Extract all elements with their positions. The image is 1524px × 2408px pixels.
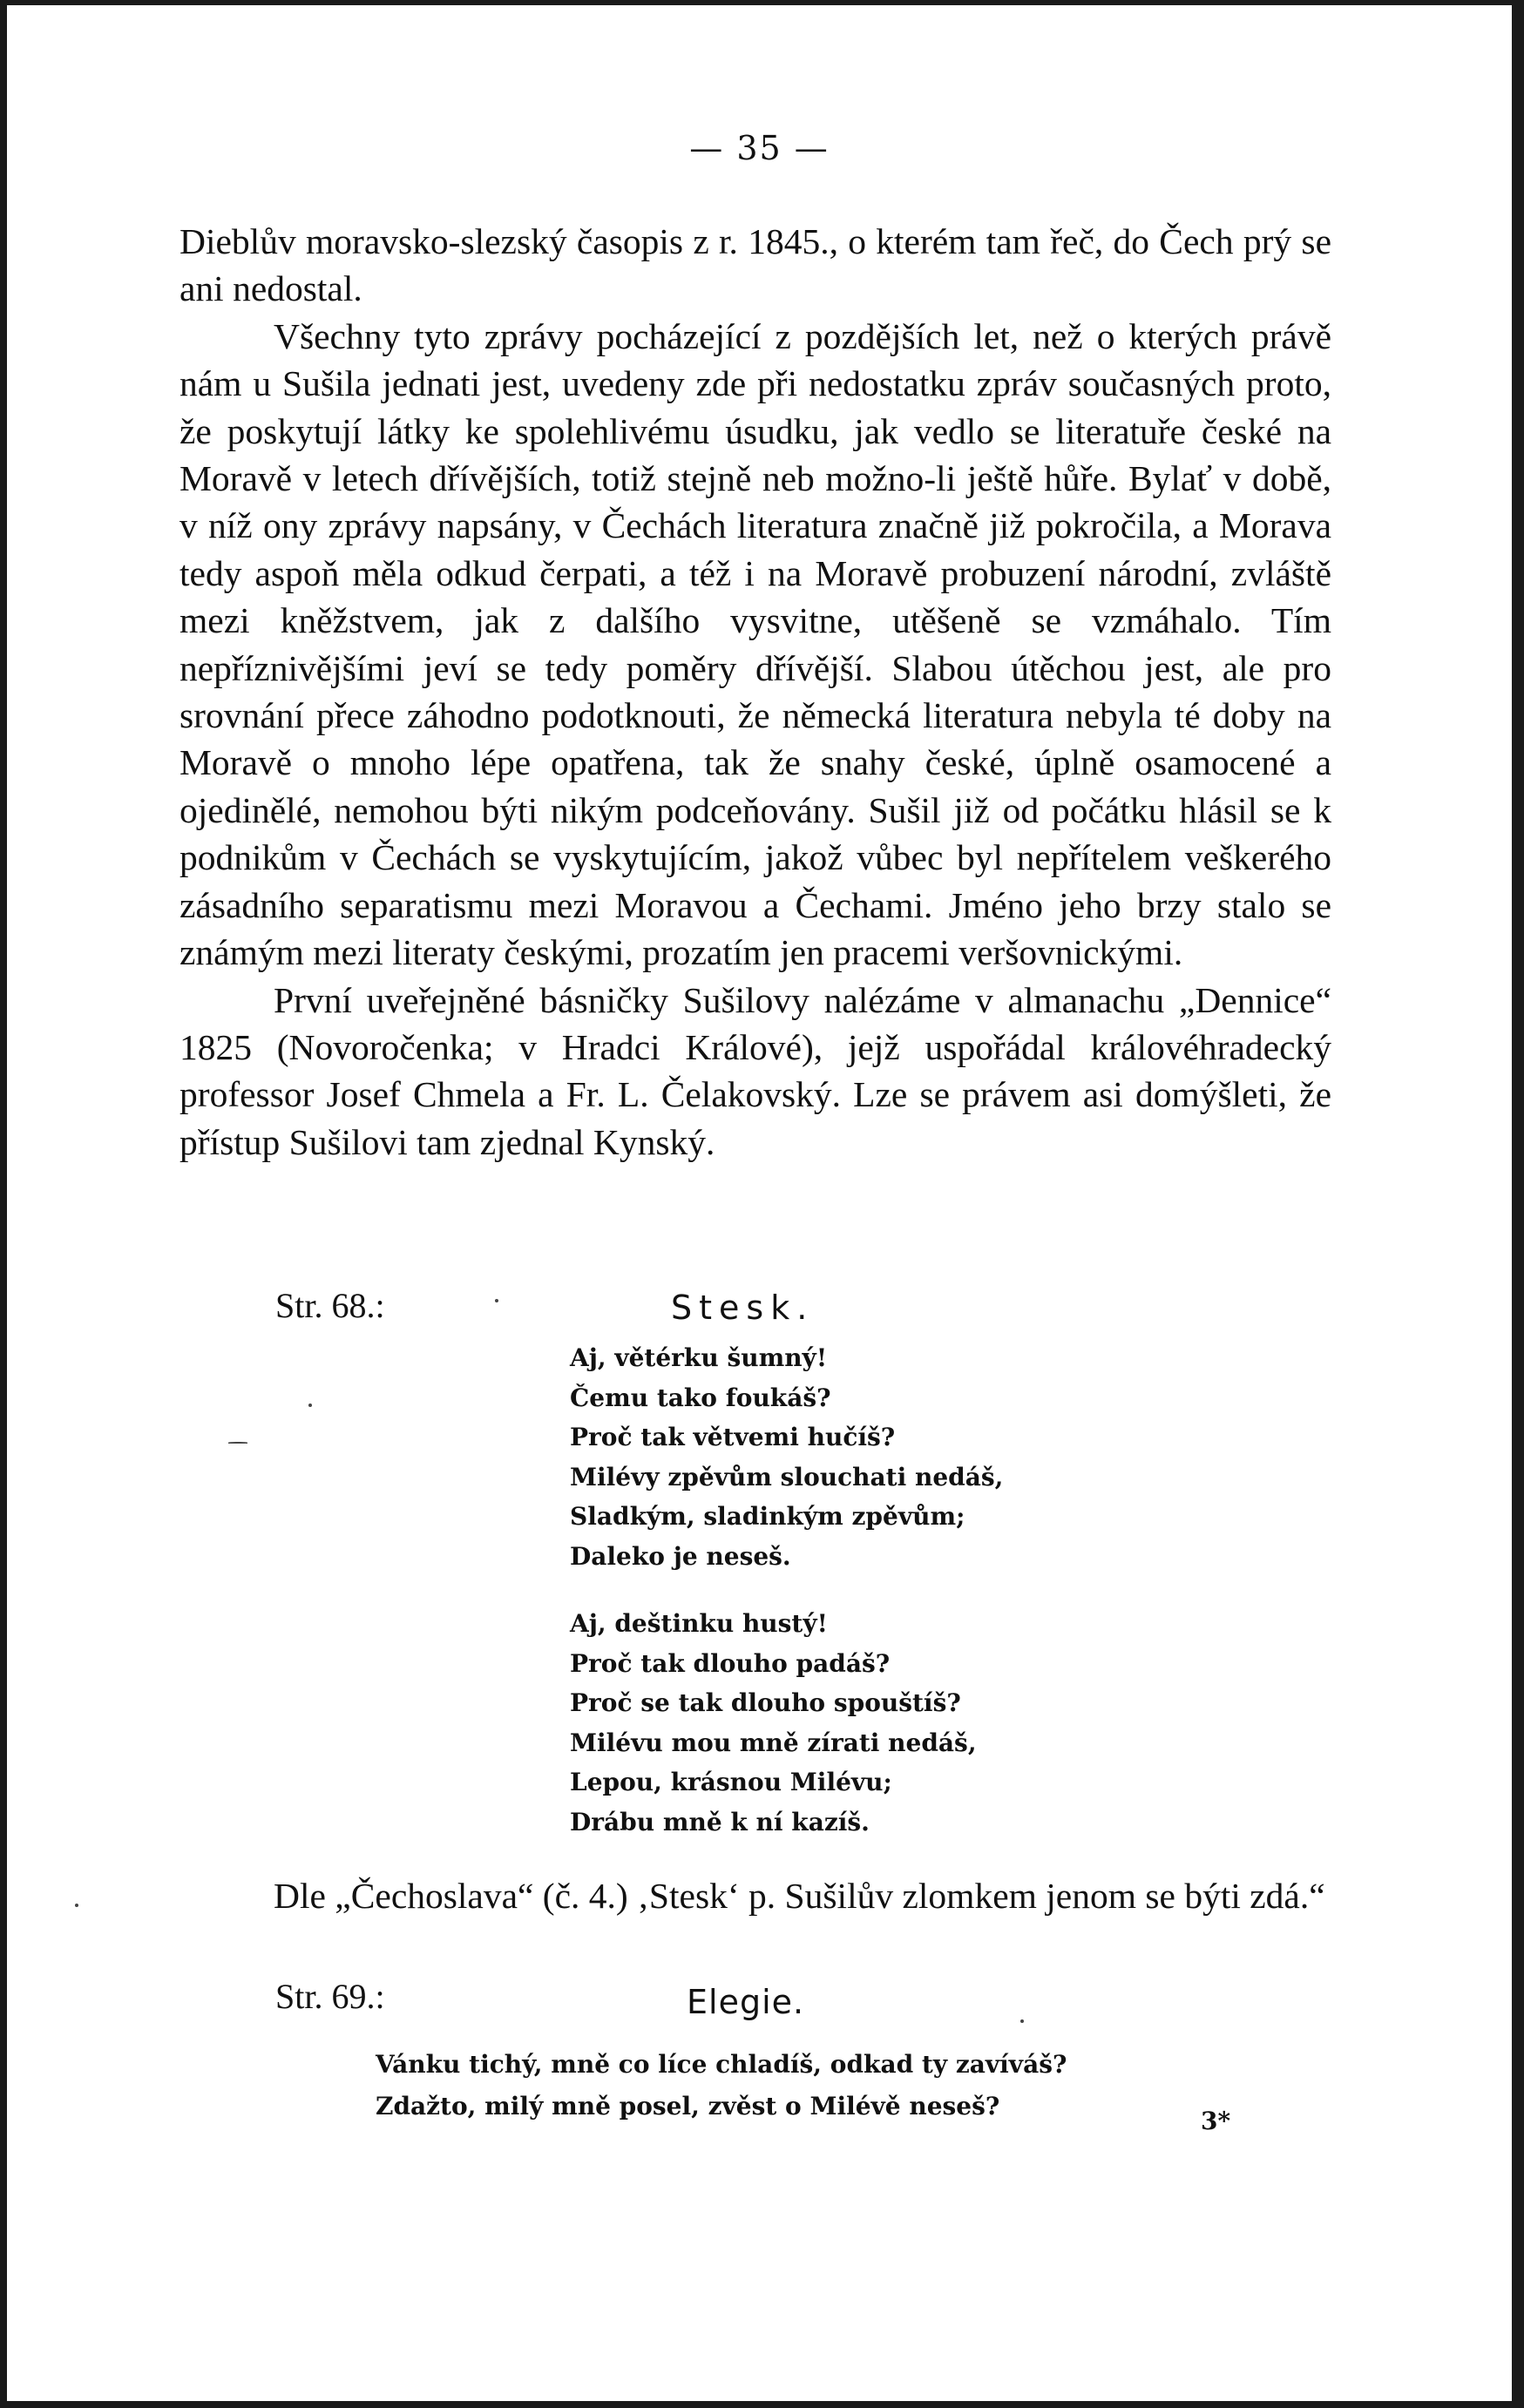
paragraph-3: První uveřejněné básničky Sušilovy nalézáme v almanachu „Dennice“ 1825 (Novoročenka; v Hradci Králové), jejž uspořádal královéhradecký professor Josef Chmela a Fr. L. Čelakovský. Lze se právem asi domýšleti, že přístup Sušilovi tam zjednal Kynský. <box>179 979 1331 1162</box>
poem-line: Aj, větérku šumný! <box>570 1343 828 1372</box>
main-text <box>179 218 1331 1166</box>
stesk-page-ref: Str. 68.: <box>275 1286 385 1325</box>
poem-line: Proč se tak dlouho spouštíš? <box>570 1688 961 1717</box>
poem-line: Lepou, krásnou Milévu; <box>570 1768 892 1796</box>
poem-line: Vánku tichý, mně co líce chladíš, odkad ty zavíváš? <box>376 2050 1067 2079</box>
poem-line: Čemu tako foukáš? <box>570 1383 831 1412</box>
dle-paragraph <box>179 1871 1331 1920</box>
elegie-page-ref: Str. 69.: <box>275 1977 385 2016</box>
poem-line: Drábu mně k ní kazíš. <box>570 1807 870 1836</box>
stesk-title: Stesk. <box>671 1289 815 1327</box>
poem-line: Daleko je neseš. <box>570 1541 791 1571</box>
stanza-2 <box>570 1604 1003 1842</box>
poem-line: Milévy zpěvům slouchati nedáš, <box>570 1462 1004 1491</box>
ink-speck <box>308 1404 312 1407</box>
ink-speck <box>495 1299 498 1302</box>
page <box>7 5 1512 2401</box>
poem-line: Proč tak dlouho padáš? <box>570 1648 891 1678</box>
paragraph-2: Všechny tyto zprávy pocházející z pozdějších let, než o kterých právě nám u Sušila jednati jest, uvedeny zde při nedostatku zpráv současných proto, že poskytují látky ke spolehlivému úsudku, jak vedlo se literatuře české na Moravě v letech dřívějších, totiž stejně neb možno-li ještě hůře. Bylať v době, v níž ony zprávy napsány, v Čechách literatura značně již pokročila, a Morava tedy aspoň měla odkud čerpati, a též i na Moravě probuzení národní, zvláště mezi kněžstvem, jak z dalšího vysvitne, utěšeně se vzmáhalo. Tím nepříznivějšími jeví se tedy poměry dřívější. Slabou útěchou jest, ale pro srovnání přece záhodno podotknouti, že německá literatura nebyla té doby na Moravě o mnoho lépe opatřena, tak že snahy české, úplně osamocené a ojedinělé, nemohou býti nikým podceňovány. Sušil již od počátku hlásil se k podnikům v Čechách se vyskytujícím, jakož vůbec byl nepřítelem veškerého zásadního separatismu mezi Moravou a Čechami. Jméno jeho brzy stalo se známým mezi literaty českými, prozatím jen pracemi veršovnickými. <box>179 315 1331 973</box>
dle-text: Dle „Čechoslava“ (č. 4.) ‚Stesk‘ p. Sušilův zlomkem jenom se býti zdá.“ <box>274 1876 1325 1916</box>
elegie-poem <box>376 2044 1067 2127</box>
ink-speck <box>75 1904 78 1907</box>
ink-speck <box>228 1442 247 1444</box>
page-number: — 35 — <box>689 129 830 167</box>
elegie-title: Elegie. <box>687 1983 805 2021</box>
poem-line: Milévu mou mně zírati nedáš, <box>570 1728 977 1757</box>
stanza-1 <box>570 1338 1003 1576</box>
poem-line: Sladkým, sladinkým zpěvům; <box>570 1502 965 1531</box>
paragraph-1: Dieblův moravsko-slezský časopis z r. 1845., o kterém tam řeč, do Čech prý se ani nedostal. <box>179 221 1331 309</box>
signature-mark: 3* <box>1201 2107 1231 2135</box>
poem-line: Proč tak větvemi hučíš? <box>570 1423 896 1451</box>
poem-line: Aj, deštinku hustý! <box>570 1609 828 1638</box>
poem-line: Zdažto, milý mně posel, zvěst o Milévě neseš? <box>376 2092 1000 2121</box>
stesk-poem <box>570 1338 1003 1842</box>
ink-speck <box>1020 2019 1024 2023</box>
